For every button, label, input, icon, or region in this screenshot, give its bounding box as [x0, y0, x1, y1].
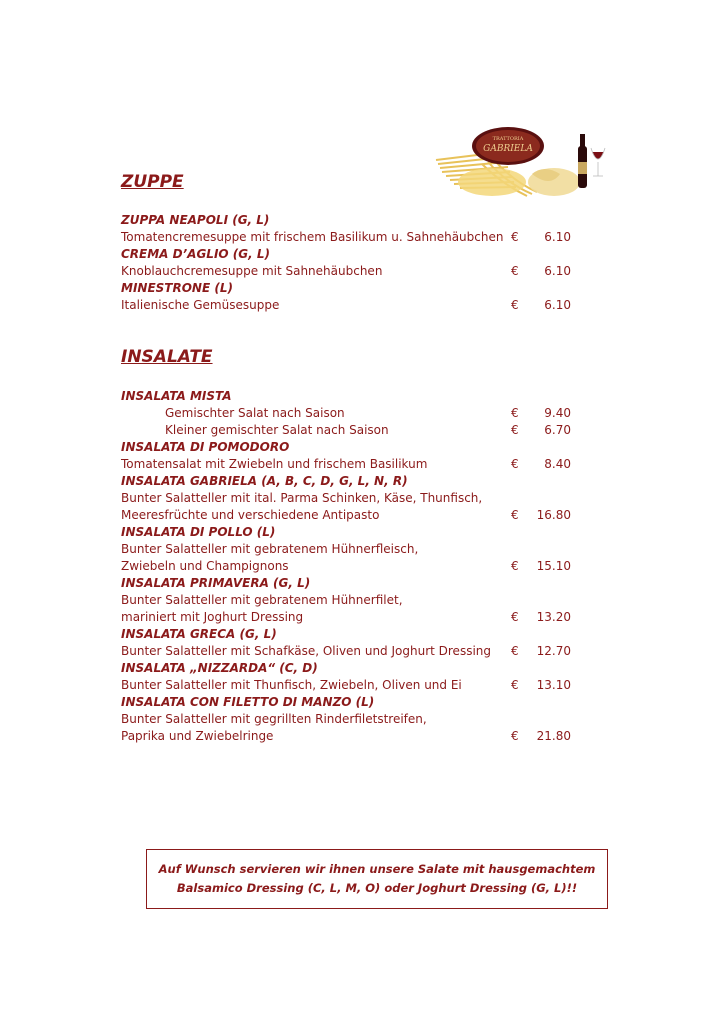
currency-symbol: €	[511, 508, 519, 522]
currency-symbol: €	[511, 230, 519, 244]
logo-lettering-main: GABRIELA	[483, 144, 533, 154]
menu-item-name: INSALATA CON FILETTO DI MANZO (L)	[121, 695, 375, 709]
menu-item-line	[121, 263, 581, 280]
menu-item-name: INSALATA „NIZZARDA“ (C, D)	[121, 661, 318, 675]
menu-item-line	[121, 456, 581, 473]
menu-item-description: Tomatensalat mit Zwiebeln und frischem Basilikum	[121, 457, 428, 471]
menu-item-price: 8.40	[544, 457, 571, 471]
menu-item-description: Paprika und Zwiebelringe	[121, 729, 274, 743]
menu-item-description: Italienische Gemüsesuppe	[121, 298, 280, 312]
menu-item-price: 9.40	[544, 406, 571, 420]
menu-item-name: INSALATA MISTA	[121, 389, 232, 403]
menu-item-price: 6.10	[544, 298, 571, 312]
currency-symbol: €	[511, 729, 519, 743]
menu-item-price: 6.70	[544, 423, 571, 437]
dressing-note-box	[146, 849, 608, 909]
dressing-note-line-1: Auf Wunsch servieren wir ihnen unsere Salate mit hausgemachtem	[158, 862, 596, 876]
currency-symbol: €	[511, 644, 519, 658]
currency-symbol: €	[511, 264, 519, 278]
menu-item-description: Knoblauchcremesuppe mit Sahnehäubchen	[121, 264, 383, 278]
menu-item-line	[121, 229, 581, 246]
menu-item-description: Bunter Salatteller mit gebratenem Hühnerfleisch,	[121, 542, 419, 556]
menu-item-price: 16.80	[536, 508, 571, 522]
menu-item-name: INSALATA DI POLLO (L)	[121, 525, 276, 539]
currency-symbol: €	[511, 423, 519, 437]
menu-item-name: MINESTRONE (L)	[121, 281, 233, 295]
menu-item-description: Bunter Salatteller mit Schafkäse, Oliven und Joghurt Dressing	[121, 644, 492, 658]
dressing-note-line-2: Balsamico Dressing (C, L, M, O) oder Joghurt Dressing (G, L)!!	[176, 881, 578, 895]
menu-item-price: 12.70	[536, 644, 571, 658]
menu-item-line	[121, 677, 581, 694]
menu-item-line	[121, 643, 581, 660]
section-title-zuppe: ZUPPE	[121, 172, 184, 192]
menu-item-description: Gemischter Salat nach Saison	[165, 406, 345, 420]
menu-item-price: 15.10	[536, 559, 571, 573]
menu-item-name: INSALATA GABRIELA (A, B, C, D, G, L, N, R)	[121, 474, 408, 488]
menu-item-name: INSALATA PRIMAVERA (G, L)	[121, 576, 311, 590]
currency-symbol: €	[511, 559, 519, 573]
zuppe-list	[121, 212, 581, 314]
menu-item-line	[121, 592, 581, 609]
menu-item-line	[121, 490, 581, 507]
menu-item-line	[121, 609, 581, 626]
restaurant-logo	[432, 124, 614, 204]
menu-item-name: INSALATA GRECA (G, L)	[121, 627, 277, 641]
menu-item-line	[121, 728, 581, 745]
currency-symbol: €	[511, 610, 519, 624]
menu-item-description: Bunter Salatteller mit gegrillten Rinderfiletstreifen,	[121, 712, 427, 726]
currency-symbol: €	[511, 298, 519, 312]
menu-item-name: INSALATA DI POMODORO	[121, 440, 290, 454]
menu-item-description: Kleiner gemischter Salat nach Saison	[165, 423, 389, 437]
menu-item-price: 6.10	[544, 264, 571, 278]
menu-item-name: ZUPPA NEAPOLI (G, L)	[121, 213, 270, 227]
menu-item-line	[121, 297, 581, 314]
menu-item-description: Bunter Salatteller mit gebratenem Hühnerfilet,	[121, 593, 403, 607]
insalate-list	[121, 388, 581, 745]
menu-item-price: 6.10	[544, 230, 571, 244]
menu-item-description: Meeresfrüchte und verschiedene Antipasto	[121, 508, 380, 522]
menu-item-description: Bunter Salatteller mit ital. Parma Schinken, Käse, Thunfisch,	[121, 491, 483, 505]
currency-symbol: €	[511, 406, 519, 420]
menu-item-price: 13.10	[536, 678, 571, 692]
menu-item-description: Tomatencremesuppe mit frischem Basilikum u. Sahnehäubchen	[121, 230, 504, 244]
menu-item-description: Zwiebeln und Champignons	[121, 559, 289, 573]
menu-item-line	[121, 422, 581, 439]
menu-item-name: CREMA D’AGLIO (G, L)	[121, 247, 270, 261]
menu-item-line	[121, 507, 581, 524]
section-title-insalate: INSALATE	[121, 347, 213, 367]
menu-item-line	[121, 405, 581, 422]
currency-symbol: €	[511, 457, 519, 471]
menu-item-description: Bunter Salatteller mit Thunfisch, Zwiebeln, Oliven und Ei	[121, 678, 462, 692]
menu-item-price: 21.80	[536, 729, 571, 743]
logo-lettering-top: TRATTORIA	[492, 136, 524, 142]
menu-item-price: 13.20	[536, 610, 571, 624]
menu-item-description: mariniert mit Joghurt Dressing	[121, 610, 304, 624]
menu-item-line	[121, 711, 581, 728]
menu-item-line	[121, 558, 581, 575]
menu-item-line	[121, 541, 581, 558]
currency-symbol: €	[511, 678, 519, 692]
